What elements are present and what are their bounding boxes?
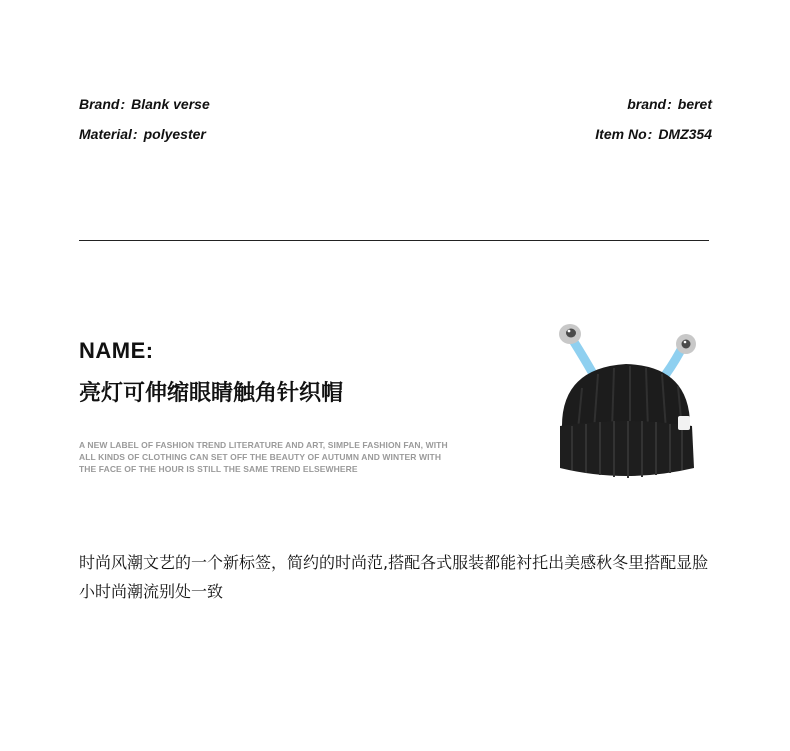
section-divider [79,240,709,241]
brand-separator: : [120,96,126,112]
material-value: polyester [143,126,206,142]
brand-spec-right [627,96,712,112]
brand-value: Blank verse [131,96,210,112]
brand-type-value: beret [677,96,712,112]
item-number-value: DMZ354 [658,126,712,142]
product-description: 时尚风潮文艺的一个新标签，简约的时尚范,搭配各式服装都能衬托出美感秋冬里搭配显脸小时尚潮流别处一致 [79,553,709,601]
brand-type-label: brand [627,96,667,112]
material-spec [79,126,206,142]
material-separator: : [132,126,138,142]
brand-spec-left [79,96,210,112]
knit-beanie-icon [548,318,708,488]
material-label: Material [79,126,132,142]
brand-type-separator: : [667,96,672,112]
name-heading: NAME: [79,338,154,363]
product-image [548,318,708,488]
tagline-text: A NEW LABEL OF FASHION TREND LITERATURE AND ART, SIMPLE FASHION FAN, WITH ALL KINDS OF CLOTHING CAN SET OFF THE BEAUTY OF AUTUMN AND WINTER WITH THE FACE OF THE HOUR IS STILL THE SAME TREND ELSEWHERE [79,440,448,474]
product-name: 亮灯可伸缩眼睛触角针织帽 [79,381,344,406]
item-number-spec [595,126,712,142]
brand-label: Brand [79,96,120,112]
item-number-separator: : [647,126,653,142]
item-number-label: Item No [595,126,647,142]
